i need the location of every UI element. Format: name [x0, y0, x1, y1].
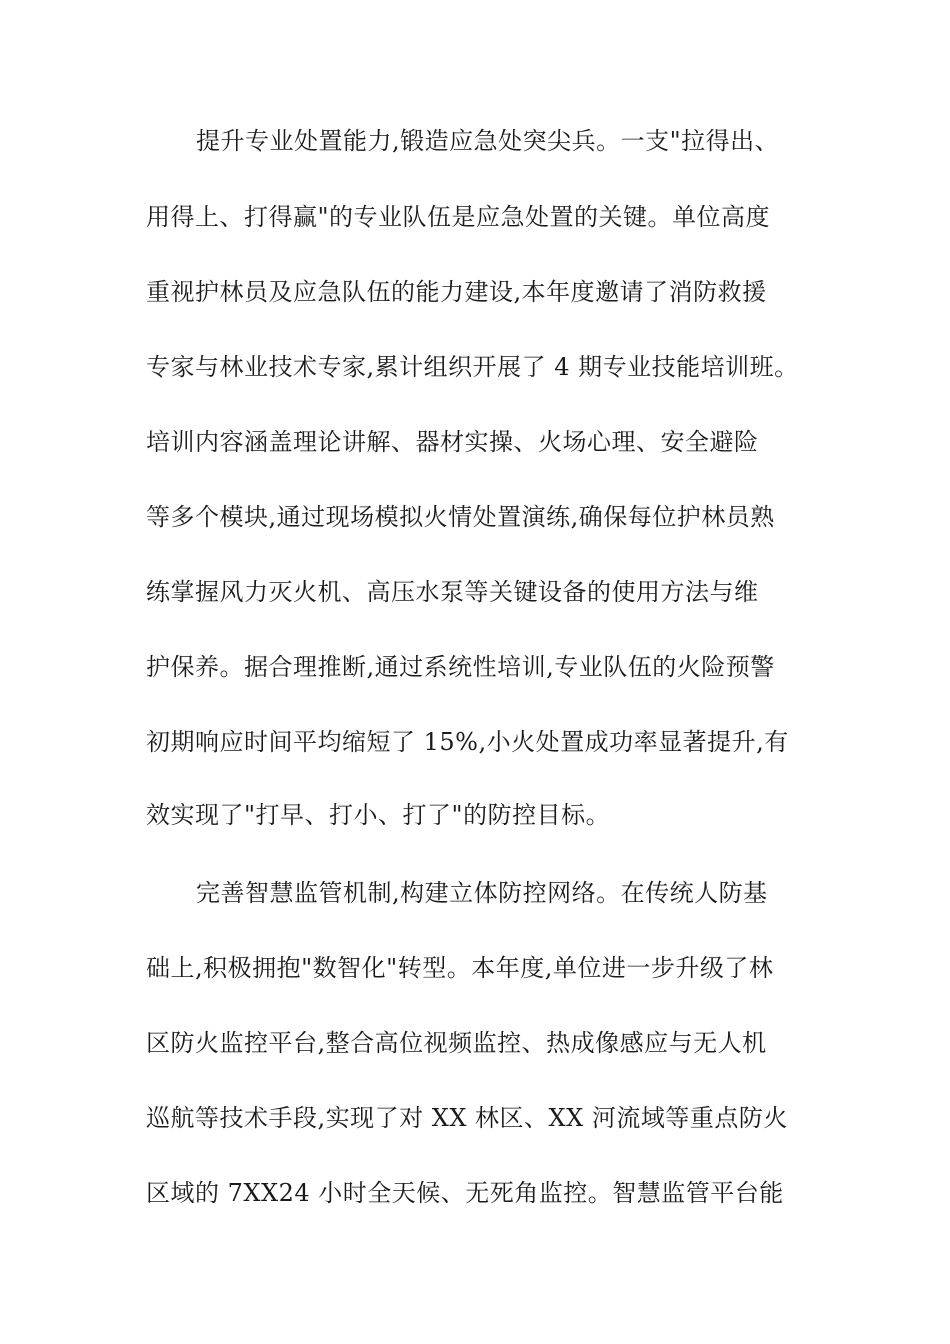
text-line: 区防火监控平台,整合高位视频监控、热成像感应与无人机 [146, 1029, 767, 1057]
text-line: 效实现了"打早、打小、打了"的防控目标。 [146, 801, 611, 829]
text-line: 护保养。据合理推断,通过系统性培训,专业队伍的火险预警 [146, 653, 775, 681]
text-line: 巡航等技术手段,实现了对 XX 林区、XX 河流域等重点防火 [146, 1104, 788, 1132]
text-line: 重视护林员及应急队伍的能力建设,本年度邀请了消防救援 [146, 278, 767, 306]
text-line: 等多个模块,通过现场模拟火情处置演练,确保每位护林员熟 [146, 503, 775, 531]
text-line: 完善智慧监管机制,构建立体防控网络。在传统人防基 [196, 879, 768, 907]
text-line: 初期响应时间平均缩短了 15%,小火处置成功率显著提升,有 [146, 728, 789, 756]
text-line: 练掌握风力灭火机、高压水泵等关键设备的使用方法与维 [146, 578, 759, 606]
text-line: 区域的 7XX24 小时全天候、无死角监控。智慧监管平台能 [146, 1179, 784, 1207]
text-line: 专家与林业技术专家,累计组织开展了 4 期专业技能培训班。 [146, 353, 799, 381]
text-line: 础上,积极拥抱"数智化"转型。本年度,单位进一步升级了林 [146, 954, 774, 982]
text-line: 用得上、打得赢"的专业队伍是应急处置的关键。单位高度 [146, 203, 771, 231]
text-line: 培训内容涵盖理论讲解、器材实操、火场心理、安全避险 [146, 428, 759, 456]
text-line: 提升专业处置能力,锻造应急处突尖兵。一支"拉得出、 [196, 127, 780, 155]
